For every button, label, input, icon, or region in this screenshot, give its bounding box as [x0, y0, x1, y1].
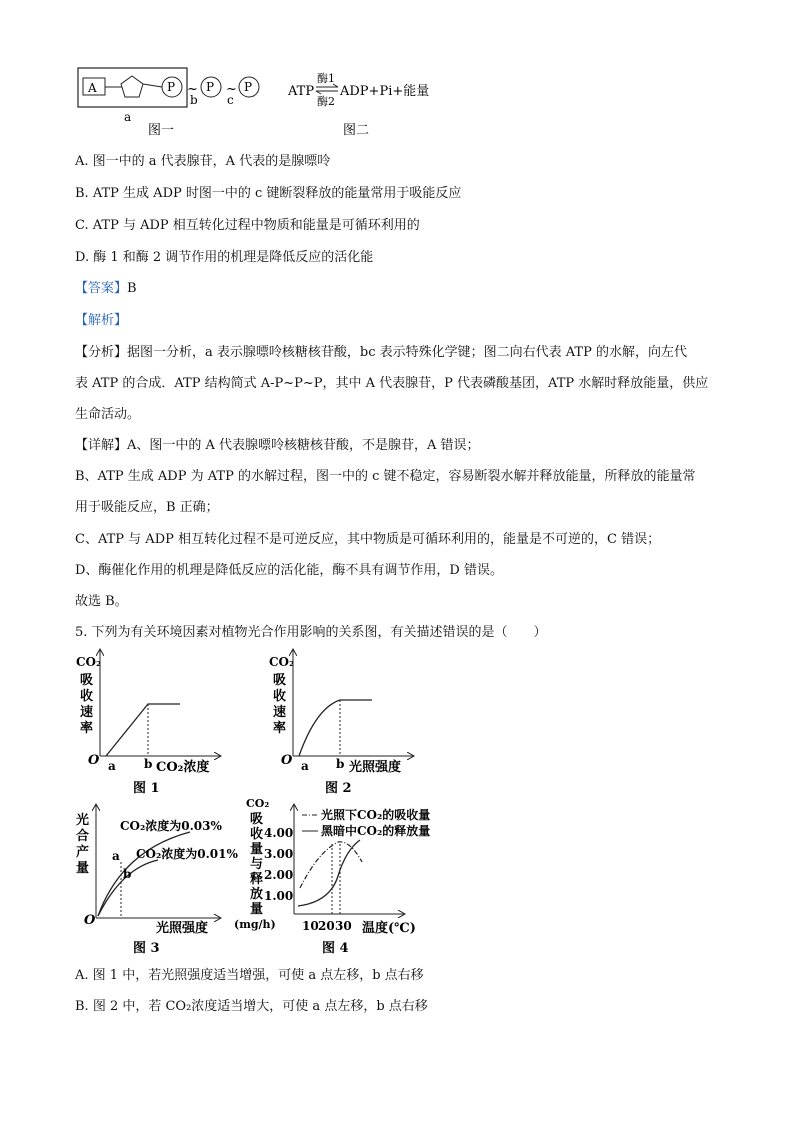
detail-line-5: D、酶催化作用的机理是降低反应的活化能，酶不具有调节作用，D 错误。 [75, 563, 503, 578]
fig1-tilde-c: ~ [226, 82, 237, 97]
graph1-b: b [144, 757, 153, 771]
detail-line-2: B、ATP 生成 ADP 为 ATP 的水解过程，图一中的 c 键不稳定，容易断裂水解并释放能量，所释放的能量常 [75, 469, 696, 484]
graph2-curve [299, 700, 372, 756]
fig1-tilde-b: ~ [187, 82, 198, 97]
graph2-b: b [336, 757, 345, 771]
graph3-ylabel-2: 产 [76, 845, 90, 860]
graph4-xtick-20: 20 [318, 919, 335, 933]
answer-value: B [127, 281, 137, 296]
graph-4 [234, 797, 430, 956]
fig1-phosphate-1-label: P [167, 80, 176, 94]
fig1-caption: 图一 [148, 123, 175, 138]
graph3-ylabel-3: 量 [76, 861, 90, 876]
analysis-tag: 【解析】 [75, 313, 128, 328]
fig1-label-b: b [190, 93, 198, 107]
graph4-ytick-2: 2.00 [264, 868, 294, 882]
graph4-ylabel-1: 吸 [250, 812, 264, 827]
graph4-ylabel-6: 放 [250, 887, 264, 902]
analysis-line-3: 生命活动。 [75, 407, 141, 422]
fig2-enzyme2: 酶2 [317, 95, 335, 108]
fig1-label-a: a [124, 110, 132, 124]
graph2-caption: 图 2 [325, 781, 352, 796]
answer-line [75, 277, 137, 296]
answer-tag: 【答案】 [75, 281, 128, 296]
graph4-legend-dark: 黑暗中CO₂的释放量 [321, 824, 431, 838]
fig2-atp: ATP [288, 84, 315, 99]
fig2-products: ADP+Pi+能量 [340, 84, 430, 99]
fig1-ribose-pentagon [121, 76, 143, 97]
graph2-origin: O [281, 753, 293, 768]
graph-1 [76, 650, 220, 796]
graph4-legend-light: 光照下CO₂的吸收量 [321, 808, 431, 822]
detail-line-3: 用于吸能反应，B 正确； [75, 500, 219, 515]
graph2-a: a [301, 759, 309, 773]
fig1-phosphate-3-label: P [244, 80, 253, 94]
graph3-a: a [112, 849, 120, 863]
graph4-unit: (mg/h) [234, 918, 276, 931]
graph1-origin: O [88, 753, 100, 768]
graph2-ylabel-3: 速 [273, 705, 287, 720]
graph4-ylabel-2: 收 [250, 827, 264, 842]
graph2-ylabel-2: 收 [273, 689, 287, 704]
graph1-a: a [108, 759, 116, 773]
graph2-ylabel-0: CO₂ [269, 655, 295, 669]
graph4-curve-dark [298, 840, 360, 906]
graph4-ytick-1: 1.00 [264, 889, 294, 903]
graph2-xlabel: 光照强度 [349, 760, 402, 775]
graph1-caption: 图 1 [133, 781, 160, 796]
graph4-ylabel-7: 量 [250, 902, 264, 917]
graph4-ylabel-3: 量 [250, 842, 264, 857]
graph3-origin: O [84, 913, 96, 928]
q4-option-d: D. 酶 1 和酶 2 调节作用的机理是降低反应的活化能 [75, 250, 374, 265]
fig1-label-c: c [227, 93, 234, 107]
graph3-caption: 图 3 [133, 941, 160, 956]
graph3-curve-003 [98, 832, 190, 916]
graph3-b: b [123, 867, 132, 881]
graph4-xlabel: 温度(℃) [362, 921, 416, 936]
q5-option-b: B. 图 2 中，若 CO₂浓度适当增大，可使 a 点左移，b 点右移 [75, 999, 428, 1014]
atp-figures [0, 0, 794, 140]
fig1-phosphate-2-label: P [206, 80, 215, 94]
graph1-ylabel-4: 率 [80, 721, 94, 736]
detail-line-1: 【详解】A、图一中的 A 代表腺嘌呤核糖核苷酸，不是腺苷，A 错误； [75, 438, 480, 453]
graph3-ylabel-0: 光 [76, 813, 90, 828]
graph4-ylabel-5: 释 [250, 872, 264, 887]
fig1-link-2 [143, 84, 162, 87]
graph4-ytick-3: 3.00 [264, 847, 294, 861]
detail-line-6: 故选 B。 [75, 594, 128, 609]
graph4-xtick-30: 30 [335, 919, 352, 933]
fig2-caption: 图二 [343, 123, 370, 138]
graph1-curve [106, 704, 180, 756]
q4-option-c: C. ATP 与 ADP 相互转化过程中物质和能量是可循环利用的 [75, 218, 420, 233]
fig2-enzyme1: 酶1 [317, 72, 335, 85]
graph1-ylabel-2: 收 [80, 689, 94, 704]
graph-2 [269, 650, 413, 796]
graph-3 [76, 805, 238, 956]
q5-graphs [0, 640, 794, 960]
analysis-line-2: 表 ATP 的合成．ATP 结构简式 A-P~P~P，其中 A 代表腺苷，P 代表磷酸基团，ATP 水解时释放能量，供应 [75, 376, 709, 391]
q4-option-a: A. 图一中的 a 代表腺苷，A 代表的是腺嘌呤 [75, 154, 331, 169]
graph1-ylabel-3: 速 [80, 705, 94, 720]
graph3-xlabel: 光照强度 [156, 921, 209, 936]
graph1-xlabel: CO₂浓度 [156, 760, 210, 775]
graph3-ylabel-1: 合 [76, 829, 90, 844]
graph4-ytick-4: 4.00 [264, 826, 294, 840]
analysis-line-1: 【分析】据图一分析，a 表示腺嘌呤核糖核苷酸，bc 表示特殊化学键；图二向右代表 ATP 的水解，向左代 [75, 345, 687, 360]
graph1-ylabel-1: 吸 [80, 673, 94, 688]
question-5: 5. 下列为有关环境因素对植物光合作用影响的关系图，有关描述错误的是（ ） [75, 625, 547, 640]
graph4-ylabel-0: CO₂ [246, 797, 270, 810]
q5-option-a: A. 图 1 中，若光照强度适当增强，可使 a 点左移，b 点右移 [75, 968, 424, 983]
fig1-adenine-label: A [88, 81, 97, 95]
graph4-caption: 图 4 [322, 941, 349, 956]
graph4-ylabel-4: 与 [250, 857, 264, 872]
graph2-ylabel-1: 吸 [273, 673, 287, 688]
q4-option-b: B. ATP 生成 ADP 时图一中的 c 键断裂释放的能量常用于吸能反应 [75, 186, 462, 201]
graph1-ylabel-0: CO₂ [76, 655, 102, 669]
graph3-label-001: CO₂浓度为0.01% [136, 847, 238, 861]
graph4-curve-light [300, 842, 362, 888]
graph3-label-003: CO₂浓度为0.03% [120, 819, 222, 833]
graph2-ylabel-4: 率 [273, 721, 287, 736]
detail-line-4: C、ATP 与 ADP 相互转化过程不是可逆反应，其中物质是可循环利用的，能量是不可逆的，C 错误； [75, 532, 661, 547]
graph4-xtick-10: 10 [302, 919, 319, 933]
